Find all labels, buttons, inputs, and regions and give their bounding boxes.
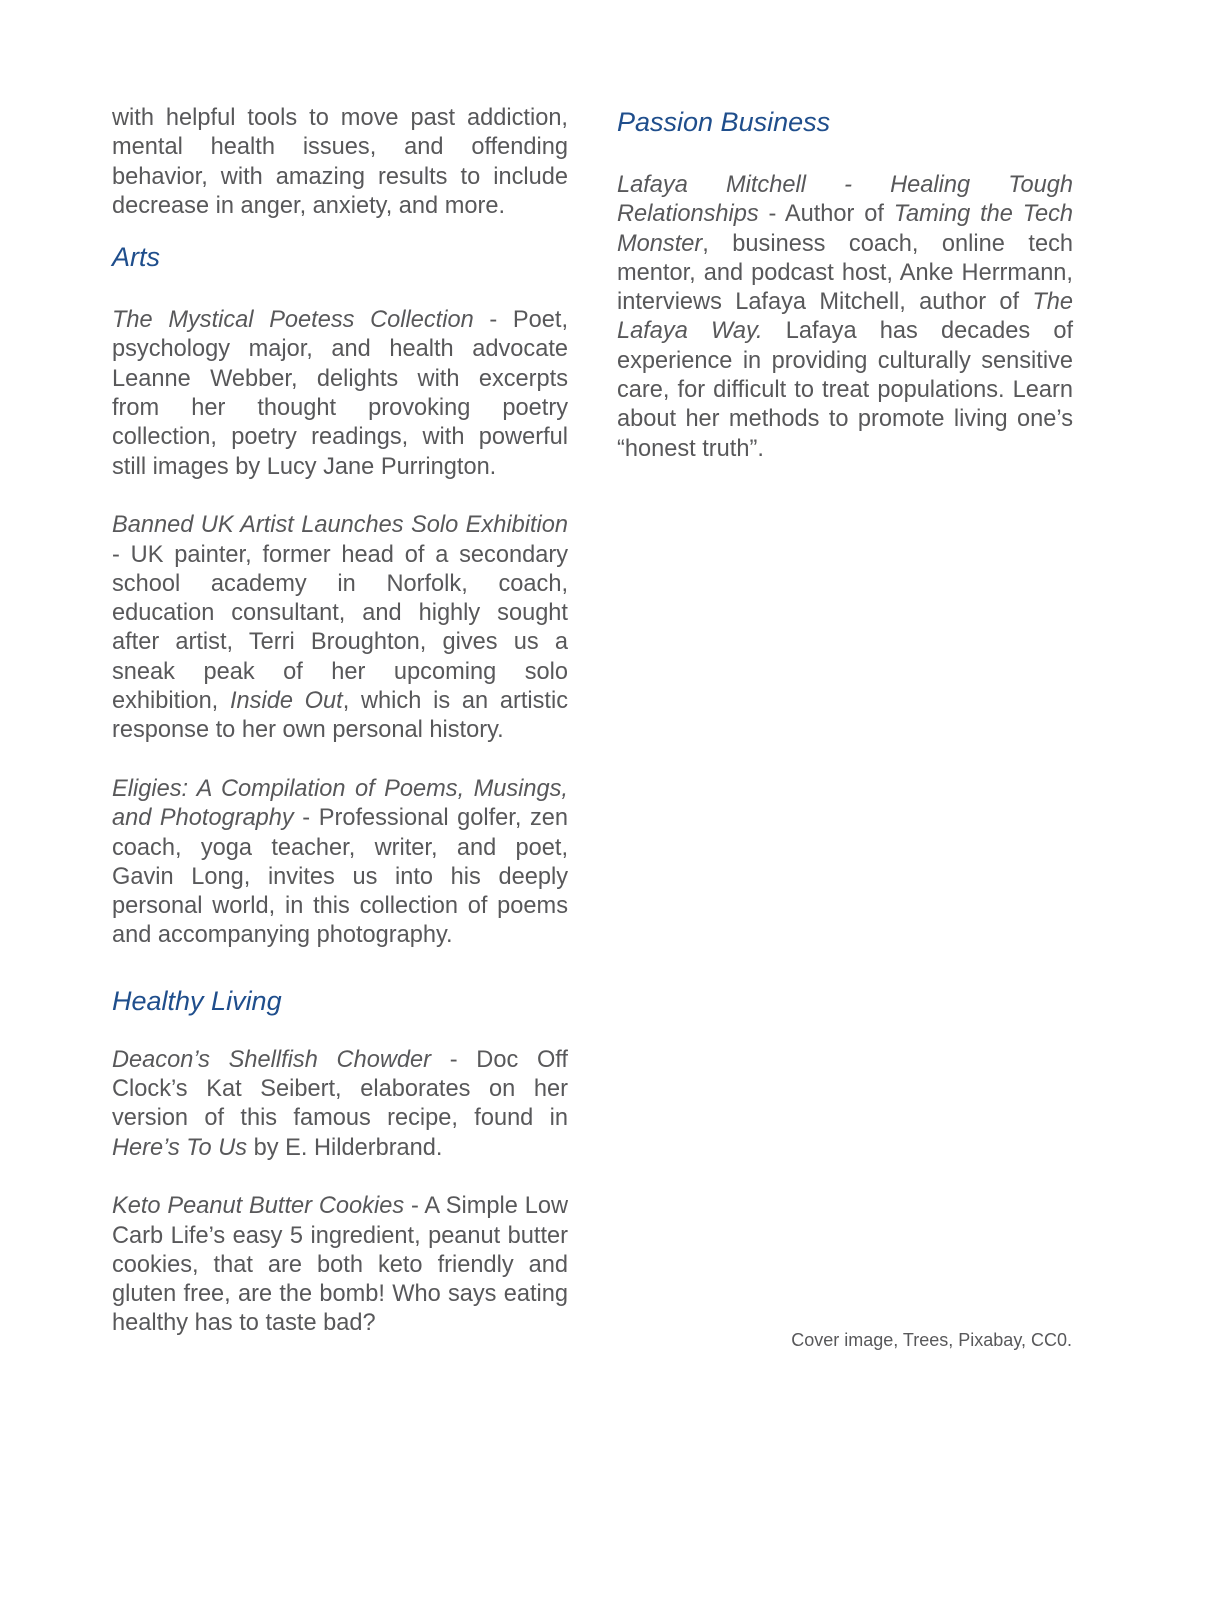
article-body-end: , which is an artistic response to her own personal history.	[112, 688, 569, 744]
article-title: The Mystical Poetess Collection	[112, 307, 474, 334]
article-shellfish-chowder	[112, 1046, 568, 1163]
article-body-end: Lafaya has decades of experience in providing culturally sensitive care, for difficult to treat populations. Learn about her methods to promote living one’s “honest truth”.	[617, 318, 1073, 462]
article-title: Lafaya Mitchell - Healing Tough Relationships	[617, 172, 1073, 228]
article-body: UK painter, former head of a secondary school academy in Norfolk, coach, education consultant, and highly sought after artist, Terri Broughton, gives us a sneak peak of her upcoming solo exhibition,	[112, 541, 568, 715]
title-separator: -	[293, 805, 319, 832]
exhibition-title: Inside Out	[229, 688, 343, 715]
article-keto-cookies	[112, 1192, 568, 1338]
section-heading-arts: Arts	[112, 242, 161, 273]
article-body: Doc Off Clock’s Kat Seibert, elaborates on her version of this famous recipe, found in	[112, 1046, 568, 1132]
cover-image-credit: Cover image, Trees, Pixabay, CC0.	[791, 1330, 1072, 1350]
article-title: Keto Peanut Butter Cookies	[112, 1193, 405, 1220]
book-title: Here’s To Us	[112, 1134, 248, 1161]
article-banned-uk-artist	[112, 511, 568, 745]
intro-continuation-paragraph: with helpful tools to move past addiction, mental health issues, and offending behavior, with amazing results to include decrease in anger, anxiety, and more.	[112, 105, 568, 219]
article-body-end: by E. Hilderbrand.	[247, 1134, 443, 1161]
article-eligies	[112, 775, 568, 951]
book-title-lafaya-way: The Lafaya Way.	[617, 289, 1073, 345]
article-mystical-poetess	[112, 306, 568, 482]
title-separator: -	[430, 1046, 477, 1073]
article-body: A Simple Low Carb Life’s easy 5 ingredient, peanut butter cookies, that are both keto friendly and gluten free, are the bomb! Who says eating healthy has to taste bad?	[112, 1193, 568, 1337]
article-body: Author of	[784, 201, 894, 228]
article-title: Banned UK Artist Launches Solo Exhibition	[112, 512, 568, 539]
section-heading-healthy-living: Healthy Living	[112, 985, 282, 1016]
article-title: Eligies: A Compilation of Poems, Musings, and Photography	[112, 775, 568, 832]
title-separator: -	[758, 201, 785, 228]
article-lafaya-mitchell	[617, 171, 1073, 464]
title-separator: -	[404, 1193, 425, 1220]
right-column	[617, 104, 1073, 464]
section-heading-passion-business: Passion Business	[617, 107, 831, 137]
book-title-taming: Taming the Tech Monster	[617, 201, 1073, 257]
article-body-middle: , business coach, online tech mentor, and podcast host, Anke Herrmann, interviews Lafaya Mitchell, author of	[617, 230, 1073, 316]
title-separator: -	[112, 541, 131, 568]
article-body: Professional golfer, zen coach, yoga teacher, writer, and poet, Gavin Long, invites us into his deeply personal world, in this collection of poems and accompanying photography.	[112, 805, 569, 949]
left-column	[112, 104, 568, 1339]
article-title: Deacon’s Shellfish Chowder	[112, 1046, 431, 1073]
title-separator: -	[473, 307, 513, 334]
article-body: Poet, psychology major, and health advocate Leanne Webber, delights with excerpts from her thought provoking poetry collection, poetry readings, with powerful still images by Lucy Jane Purrington.	[112, 307, 568, 480]
